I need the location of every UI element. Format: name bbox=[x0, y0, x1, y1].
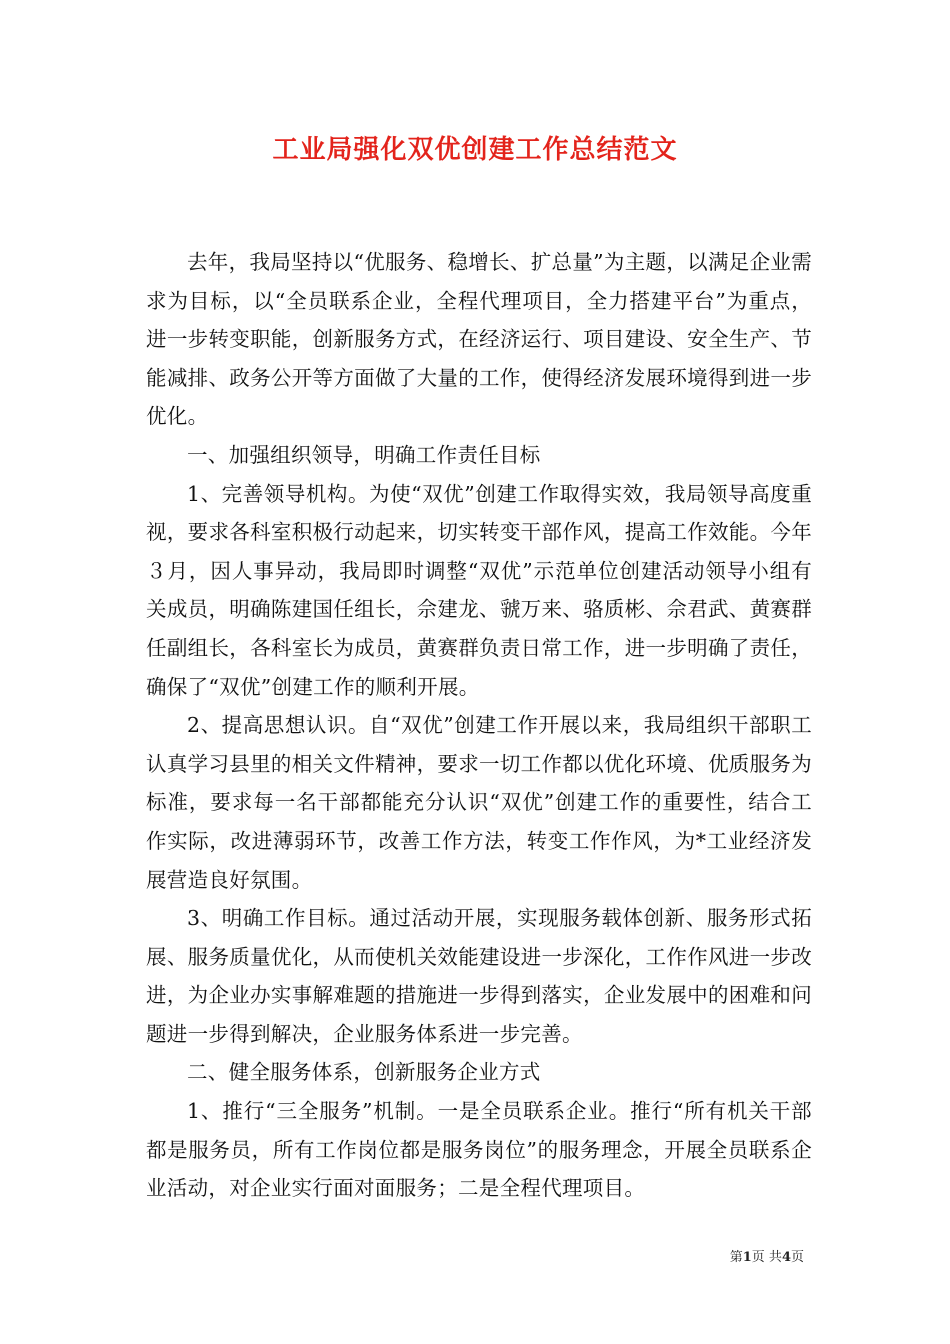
section-heading-2: 二、健全服务体系，创新服务企业方式 bbox=[187, 1060, 541, 1085]
paragraph-1-1: 1、完善领导机构。为使“双优”创建工作取得实效，我局领导高度重视，要求各科室积极行动起来，切实转变干部作风，提高工作效能。今年３月，因人事异动，我局即时调整“双优”示范单位创建活动领导小组有关成员，明确陈建国任组长，佘建龙、虢万来、骆质彬、佘君武、黄赛群任副组长，各科室长为成员，黄赛群负责日常工作，进一步明确了责任，确保了“双优”创建工作的顺利开展。 bbox=[146, 481, 812, 699]
paragraph-2-1: 1、推行“三全服务”机制。一是全员联系企业。推行“所有机关干部都是服务员，所有工作岗位都是服务岗位”的服务理念，开展全员联系企业活动，对企业实行面对面服务；二是全程代理项目。 bbox=[146, 1099, 812, 1201]
footer-suffix: 页 bbox=[790, 1250, 804, 1265]
document-title: 工业局强化双优创建工作总结范文 bbox=[272, 135, 678, 165]
section-heading-1: 一、加强组织领导，明确工作责任目标 bbox=[187, 442, 541, 467]
paragraph-1-2: 2、提高思想认识。自“双优”创建工作开展以来，我局组织干部职工认真学习县里的相关文件精神，要求一切工作都以优化环境、优质服务为标准，要求每一名干部都能充分认识“双优”创建工作的重要性，结合工作实际，改进薄弱环节，改善工作方法，转变工作作风，为*工业经济发展营造良好氛围。 bbox=[146, 713, 812, 892]
document-body bbox=[146, 243, 812, 1208]
footer-middle: 页 共 bbox=[751, 1250, 782, 1265]
footer-prefix: 第 bbox=[729, 1250, 743, 1265]
paragraph-1-3: 3、明确工作目标。通过活动开展，实现服务载体创新、服务形式拓展、服务质量优化，从而使机关效能建设进一步深化，工作作风进一步改进，为企业办实事解难题的措施进一步得到落实，企业发展中的困难和问题进一步得到解决，企业服务体系进一步完善。 bbox=[146, 906, 812, 1046]
paragraph-intro: 去年，我局坚持以“优服务、稳增长、扩总量”为主题，以满足企业需求为目标，以“全员联系企业，全程代理项目，全力搭建平台”为重点，进一步转变职能，创新服务方式，在经济运行、项目建设、安全生产、节能减排、政务公开等方面做了大量的工作，使得经济发展环境得到进一步优化。 bbox=[146, 250, 812, 429]
footer-current-page: 1 bbox=[742, 1250, 752, 1265]
footer-total-pages: 4 bbox=[781, 1250, 791, 1265]
page-footer bbox=[730, 1246, 804, 1265]
